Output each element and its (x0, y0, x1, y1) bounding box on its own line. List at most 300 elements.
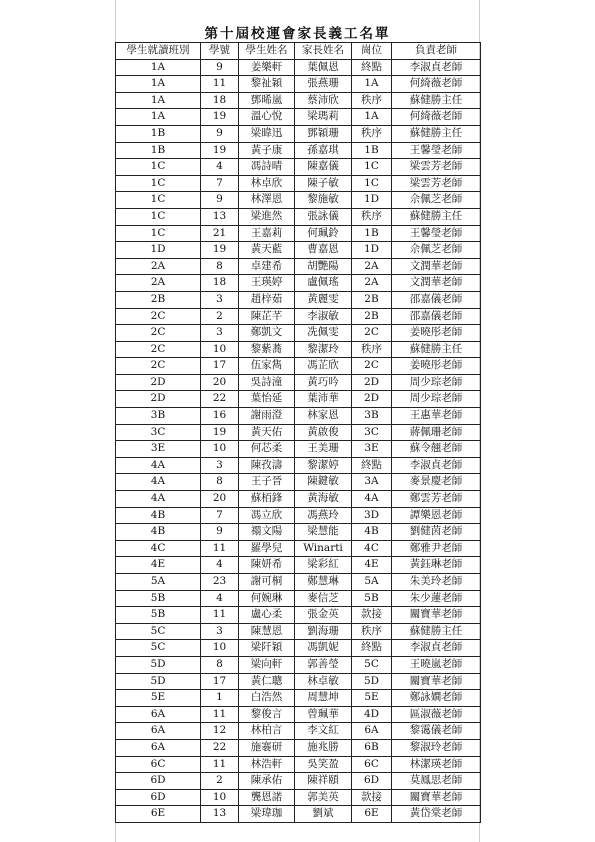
cell-post: 款接 (352, 789, 392, 806)
cell-student-name: 黎俊言 (239, 706, 295, 723)
table-row (116, 192, 481, 209)
cell-post: 2D (352, 391, 392, 408)
cell-student-name: 龔恩諾 (239, 789, 295, 806)
cell-parent-name: 林卓敏 (295, 673, 352, 690)
cell-student-number: 18 (201, 275, 239, 292)
cell-post: 款接 (352, 607, 392, 624)
cell-teacher: 蘇令翹老師 (392, 441, 481, 458)
cell-teacher: 關寶華老師 (392, 607, 481, 624)
cell-class: 3C (116, 424, 201, 441)
cell-parent-name: 盧佩瑤 (295, 275, 352, 292)
cell-post: 2C (352, 358, 392, 375)
table-row (116, 242, 481, 259)
cell-parent-name: 劉海珊 (295, 623, 352, 640)
cell-student-name: 梁暐迅 (239, 125, 295, 142)
table-row (116, 92, 481, 109)
table-row (116, 59, 481, 76)
cell-parent-name: 李文紅 (295, 723, 352, 740)
table-row (116, 325, 481, 342)
cell-teacher: 關寶華老師 (392, 673, 481, 690)
cell-student-number: 19 (201, 142, 239, 159)
cell-student-name: 羅學兒 (239, 540, 295, 557)
table-row (116, 773, 481, 790)
cell-parent-name: 曹嘉恩 (295, 242, 352, 259)
table-row (116, 739, 481, 756)
cell-student-name: 鄧晞嵐 (239, 92, 295, 109)
cell-student-name: 黃天佑 (239, 424, 295, 441)
cell-post: 4D (352, 706, 392, 723)
cell-student-name: 何婉琳 (239, 590, 295, 607)
cell-parent-name: 陳子敏 (295, 175, 352, 192)
cell-post: 1A (352, 109, 392, 126)
cell-post: 3D (352, 507, 392, 524)
table-row (116, 557, 481, 574)
cell-student-name: 林卓欣 (239, 175, 295, 192)
cell-class: 5C (116, 640, 201, 657)
cell-teacher: 黎淑玲老師 (392, 739, 481, 756)
cell-parent-name: 陳鍵敏 (295, 474, 352, 491)
cell-student-name: 王嘉莉 (239, 225, 295, 242)
cell-class: 5A (116, 574, 201, 591)
cell-teacher: 佘佩芝老師 (392, 242, 481, 259)
cell-post: 2D (352, 374, 392, 391)
cell-teacher: 黃岱棠老師 (392, 806, 481, 823)
cell-student-name: 陳孜濤 (239, 457, 295, 474)
cell-parent-name: 何珮鈴 (295, 225, 352, 242)
cell-student-number: 10 (201, 341, 239, 358)
cell-post: 1B (352, 225, 392, 242)
cell-student-number: 22 (201, 391, 239, 408)
cell-class: 1B (116, 142, 201, 159)
cell-student-name: 林浩軒 (239, 756, 295, 773)
cell-teacher: 譚樂恩老師 (392, 507, 481, 524)
cell-student-number: 4 (201, 159, 239, 176)
cell-teacher: 梁雲芳老師 (392, 159, 481, 176)
cell-student-number: 10 (201, 789, 239, 806)
cell-teacher: 蘇健勝主任 (392, 341, 481, 358)
cell-post: 6C (352, 756, 392, 773)
table-row (116, 623, 481, 640)
cell-student-name: 盧心柔 (239, 607, 295, 624)
cell-teacher: 梁雲芳老師 (392, 175, 481, 192)
cell-parent-name: 王美珊 (295, 441, 352, 458)
table-row (116, 756, 481, 773)
cell-student-name: 施褰研 (239, 739, 295, 756)
cell-student-number: 2 (201, 308, 239, 325)
table-row (116, 574, 481, 591)
cell-post: 5E (352, 690, 392, 707)
cell-student-number: 16 (201, 408, 239, 425)
cell-teacher: 劉健茵老師 (392, 524, 481, 541)
cell-teacher: 區淑薇老師 (392, 706, 481, 723)
cell-class: 2B (116, 291, 201, 308)
cell-teacher: 佘佩芝老師 (392, 192, 481, 209)
cell-class: 4A (116, 457, 201, 474)
cell-student-number: 9 (201, 59, 239, 76)
cell-student-number: 4 (201, 557, 239, 574)
cell-parent-name: 胡艷陽 (295, 258, 352, 275)
table-row (116, 656, 481, 673)
cell-class: 6D (116, 789, 201, 806)
cell-student-number: 1 (201, 690, 239, 707)
cell-class: 2C (116, 358, 201, 375)
cell-class: 6D (116, 773, 201, 790)
cell-post: 6A (352, 723, 392, 740)
cell-post: 2B (352, 308, 392, 325)
cell-class: 5E (116, 690, 201, 707)
cell-student-name: 馮立欣 (239, 507, 295, 524)
cell-student-name: 梁進然 (239, 208, 295, 225)
cell-class: 2D (116, 374, 201, 391)
cell-parent-name: 黃巧吟 (295, 374, 352, 391)
cell-parent-name: 陳嘉儀 (295, 159, 352, 176)
cell-parent-name: 林家恩 (295, 408, 352, 425)
cell-student-name: 吳詩潼 (239, 374, 295, 391)
cell-student-name: 陳承佑 (239, 773, 295, 790)
cell-parent-name: 張詠儀 (295, 208, 352, 225)
cell-class: 4B (116, 524, 201, 541)
cell-teacher: 李淑貞老師 (392, 457, 481, 474)
cell-student-name: 梁瑋珈 (239, 806, 295, 823)
cell-student-number: 12 (201, 723, 239, 740)
header-parent-name: 家長姓名 (295, 43, 352, 60)
cell-class: 1C (116, 159, 201, 176)
cell-class: 1C (116, 225, 201, 242)
cell-parent-name: 吳笑盈 (295, 756, 352, 773)
cell-post: 2C (352, 325, 392, 342)
cell-class: 4C (116, 540, 201, 557)
table-row (116, 175, 481, 192)
cell-teacher: 鄭雲芳老師 (392, 491, 481, 508)
cell-teacher: 黎霭儀老師 (392, 723, 481, 740)
table-row (116, 225, 481, 242)
cell-teacher: 朱美玲老師 (392, 574, 481, 591)
cell-teacher: 周少琮老師 (392, 374, 481, 391)
cell-student-number: 9 (201, 524, 239, 541)
cell-teacher: 邵嘉儀老師 (392, 291, 481, 308)
cell-student-name: 黃子康 (239, 142, 295, 159)
cell-post: 6E (352, 806, 392, 823)
cell-class: 3E (116, 441, 201, 458)
cell-class: 2C (116, 308, 201, 325)
cell-parent-name: Winarti (295, 540, 352, 557)
cell-student-name: 趙梓茹 (239, 291, 295, 308)
cell-parent-name: 馮燕玲 (295, 507, 352, 524)
table-row (116, 142, 481, 159)
cell-post: 5D (352, 673, 392, 690)
cell-student-number: 11 (201, 706, 239, 723)
cell-class: 4E (116, 557, 201, 574)
cell-teacher: 王馨瑩老師 (392, 142, 481, 159)
table-row (116, 358, 481, 375)
cell-post: 4B (352, 524, 392, 541)
cell-student-number: 8 (201, 656, 239, 673)
cell-student-name: 白浩然 (239, 690, 295, 707)
table-header-row (116, 43, 481, 60)
cell-student-name: 林澤恩 (239, 192, 295, 209)
table-row (116, 424, 481, 441)
table-row (116, 690, 481, 707)
cell-student-name: 黃仁聰 (239, 673, 295, 690)
cell-teacher: 莫鳳思老師 (392, 773, 481, 790)
cell-teacher: 蘇健勝主任 (392, 92, 481, 109)
cell-parent-name: 梁瑪莉 (295, 109, 352, 126)
cell-class: 6A (116, 723, 201, 740)
cell-class: 6C (116, 756, 201, 773)
cell-student-number: 11 (201, 540, 239, 557)
header-student-number: 學號 (201, 43, 239, 60)
cell-student-number: 8 (201, 258, 239, 275)
cell-student-number: 20 (201, 374, 239, 391)
cell-student-name: 謝可桐 (239, 574, 295, 591)
cell-class: 5B (116, 590, 201, 607)
cell-teacher: 姜曉彤老師 (392, 358, 481, 375)
cell-student-name: 蘇栢鋒 (239, 491, 295, 508)
table-row (116, 789, 481, 806)
cell-student-number: 9 (201, 125, 239, 142)
header-post: 崗位 (352, 43, 392, 60)
table-row (116, 590, 481, 607)
cell-teacher: 王曉嵐老師 (392, 656, 481, 673)
cell-parent-name: 曾珮華 (295, 706, 352, 723)
cell-post: 6B (352, 739, 392, 756)
cell-teacher: 邵嘉儀老師 (392, 308, 481, 325)
cell-teacher: 何綺薇老師 (392, 76, 481, 93)
cell-parent-name: 黃啟俊 (295, 424, 352, 441)
cell-student-name: 卓建希 (239, 258, 295, 275)
table-body (116, 59, 481, 822)
cell-student-number: 9 (201, 192, 239, 209)
cell-teacher: 周少琮老師 (392, 391, 481, 408)
cell-post: 4C (352, 540, 392, 557)
cell-student-number: 3 (201, 457, 239, 474)
cell-post: 終點 (352, 59, 392, 76)
cell-post: 秩序 (352, 623, 392, 640)
cell-class: 1C (116, 208, 201, 225)
cell-student-name: 黃天藍 (239, 242, 295, 259)
table-row (116, 673, 481, 690)
table-row (116, 408, 481, 425)
cell-student-number: 3 (201, 291, 239, 308)
cell-teacher: 關寶華老師 (392, 789, 481, 806)
table-row (116, 607, 481, 624)
table-row (116, 391, 481, 408)
cell-student-number: 17 (201, 673, 239, 690)
cell-student-name: 陳慧恩 (239, 623, 295, 640)
header-student-name: 學生姓名 (239, 43, 295, 60)
cell-teacher: 蘇健勝主任 (392, 125, 481, 142)
cell-teacher: 麥景慶老師 (392, 474, 481, 491)
cell-class: 1A (116, 92, 201, 109)
cell-teacher: 黃鈺琳老師 (392, 557, 481, 574)
cell-teacher: 何綺薇老師 (392, 109, 481, 126)
cell-post: 1D (352, 242, 392, 259)
cell-student-name: 陳芷芊 (239, 308, 295, 325)
cell-post: 5C (352, 656, 392, 673)
table-row (116, 640, 481, 657)
cell-post: 2A (352, 258, 392, 275)
cell-parent-name: 黎潔玲 (295, 341, 352, 358)
cell-parent-name: 黃海敏 (295, 491, 352, 508)
cell-student-number: 11 (201, 76, 239, 93)
cell-parent-name: 李淑敏 (295, 308, 352, 325)
cell-post: 4A (352, 491, 392, 508)
cell-class: 3B (116, 408, 201, 425)
cell-post: 秩序 (352, 341, 392, 358)
cell-student-name: 馮詩晴 (239, 159, 295, 176)
table-row (116, 125, 481, 142)
cell-parent-name: 孫嘉琪 (295, 142, 352, 159)
cell-parent-name: 冼佩雯 (295, 325, 352, 342)
cell-parent-name: 張燕珊 (295, 76, 352, 93)
table-row (116, 109, 481, 126)
cell-post: 秩序 (352, 208, 392, 225)
cell-class: 1B (116, 125, 201, 142)
cell-student-name: 梁向軒 (239, 656, 295, 673)
cell-teacher: 姜曉彤老師 (392, 325, 481, 342)
table-row (116, 806, 481, 823)
cell-teacher: 王惠華老師 (392, 408, 481, 425)
cell-post: 1B (352, 142, 392, 159)
cell-student-number: 10 (201, 640, 239, 657)
cell-parent-name: 郭美英 (295, 789, 352, 806)
cell-teacher: 蔣佩珊老師 (392, 424, 481, 441)
volunteer-table (115, 42, 481, 823)
cell-class: 2C (116, 325, 201, 342)
cell-post: 終點 (352, 457, 392, 474)
cell-parent-name: 黎施敏 (295, 192, 352, 209)
cell-student-number: 2 (201, 773, 239, 790)
cell-student-name: 林柏言 (239, 723, 295, 740)
table-row (116, 491, 481, 508)
cell-student-name: 王子晉 (239, 474, 295, 491)
cell-parent-name: 黎潔婷 (295, 457, 352, 474)
cell-post: 秩序 (352, 92, 392, 109)
cell-student-number: 19 (201, 109, 239, 126)
cell-post: 4E (352, 557, 392, 574)
cell-student-number: 3 (201, 325, 239, 342)
cell-student-name: 謝雨澄 (239, 408, 295, 425)
cell-teacher: 李淑貞老師 (392, 640, 481, 657)
cell-parent-name: 陳祥頤 (295, 773, 352, 790)
cell-student-number: 8 (201, 474, 239, 491)
cell-student-number: 17 (201, 358, 239, 375)
table-row (116, 723, 481, 740)
cell-student-name: 禤文陽 (239, 524, 295, 541)
cell-student-number: 19 (201, 242, 239, 259)
cell-class: 2A (116, 258, 201, 275)
cell-teacher: 林潔瑛老師 (392, 756, 481, 773)
cell-parent-name: 馮芷欣 (295, 358, 352, 375)
cell-student-number: 18 (201, 92, 239, 109)
cell-teacher: 李淑貞老師 (392, 59, 481, 76)
cell-post: 1C (352, 175, 392, 192)
cell-teacher: 蘇健勝主任 (392, 208, 481, 225)
cell-student-name: 葉怡延 (239, 391, 295, 408)
cell-class: 2C (116, 341, 201, 358)
cell-post: 1A (352, 76, 392, 93)
table-row (116, 457, 481, 474)
cell-class: 5D (116, 656, 201, 673)
cell-post: 3A (352, 474, 392, 491)
table-row (116, 441, 481, 458)
cell-student-number: 23 (201, 574, 239, 591)
cell-student-number: 7 (201, 507, 239, 524)
table-row (116, 540, 481, 557)
table-row (116, 374, 481, 391)
cell-class: 2A (116, 275, 201, 292)
cell-parent-name: 鄧穎珊 (295, 125, 352, 142)
table-row (116, 275, 481, 292)
cell-teacher: 鄭詠嫺老師 (392, 690, 481, 707)
cell-class: 2D (116, 391, 201, 408)
cell-teacher: 王馨瑩老師 (392, 225, 481, 242)
cell-post: 5A (352, 574, 392, 591)
cell-class: 4A (116, 474, 201, 491)
document-title: 第十屆校運會家長義工名單 (204, 26, 391, 42)
cell-teacher: 鄭雅尹老師 (392, 540, 481, 557)
cell-post: 3E (352, 441, 392, 458)
cell-student-number: 20 (201, 491, 239, 508)
cell-post: 1D (352, 192, 392, 209)
cell-student-name: 王瑛婷 (239, 275, 295, 292)
table-row (116, 258, 481, 275)
cell-student-name: 溫心悅 (239, 109, 295, 126)
header-class: 學生就讀班別 (116, 43, 201, 60)
table-row (116, 474, 481, 491)
cell-parent-name: 馮凱妮 (295, 640, 352, 657)
cell-student-name: 鄭凱文 (239, 325, 295, 342)
cell-teacher: 朱少蓮老師 (392, 590, 481, 607)
table-row (116, 706, 481, 723)
cell-class: 5D (116, 673, 201, 690)
cell-post: 1C (352, 159, 392, 176)
cell-student-number: 3 (201, 623, 239, 640)
cell-student-number: 22 (201, 739, 239, 756)
cell-student-name: 陳妍希 (239, 557, 295, 574)
cell-parent-name: 張金英 (295, 607, 352, 624)
cell-class: 1A (116, 76, 201, 93)
cell-student-number: 21 (201, 225, 239, 242)
cell-student-number: 10 (201, 441, 239, 458)
cell-student-name: 黎祉穎 (239, 76, 295, 93)
table-row (116, 308, 481, 325)
cell-class: 6E (116, 806, 201, 823)
cell-class: 4A (116, 491, 201, 508)
cell-student-name: 何芯柔 (239, 441, 295, 458)
cell-teacher: 蘇健勝主任 (392, 623, 481, 640)
cell-post: 5B (352, 590, 392, 607)
cell-parent-name: 葉佩恩 (295, 59, 352, 76)
table-row (116, 524, 481, 541)
cell-student-number: 4 (201, 590, 239, 607)
cell-student-number: 11 (201, 756, 239, 773)
table-row (116, 76, 481, 93)
cell-class: 1D (116, 242, 201, 259)
cell-student-name: 黎紫蕎 (239, 341, 295, 358)
cell-student-name: 伍家雋 (239, 358, 295, 375)
cell-parent-name: 梁彩紅 (295, 557, 352, 574)
cell-class: 6A (116, 739, 201, 756)
table-row (116, 159, 481, 176)
cell-class: 4B (116, 507, 201, 524)
cell-student-name: 梁阡穎 (239, 640, 295, 657)
cell-parent-name: 葉沛華 (295, 391, 352, 408)
cell-post: 2A (352, 275, 392, 292)
cell-parent-name: 蔡沛欣 (295, 92, 352, 109)
cell-post: 6D (352, 773, 392, 790)
cell-post: 終點 (352, 640, 392, 657)
